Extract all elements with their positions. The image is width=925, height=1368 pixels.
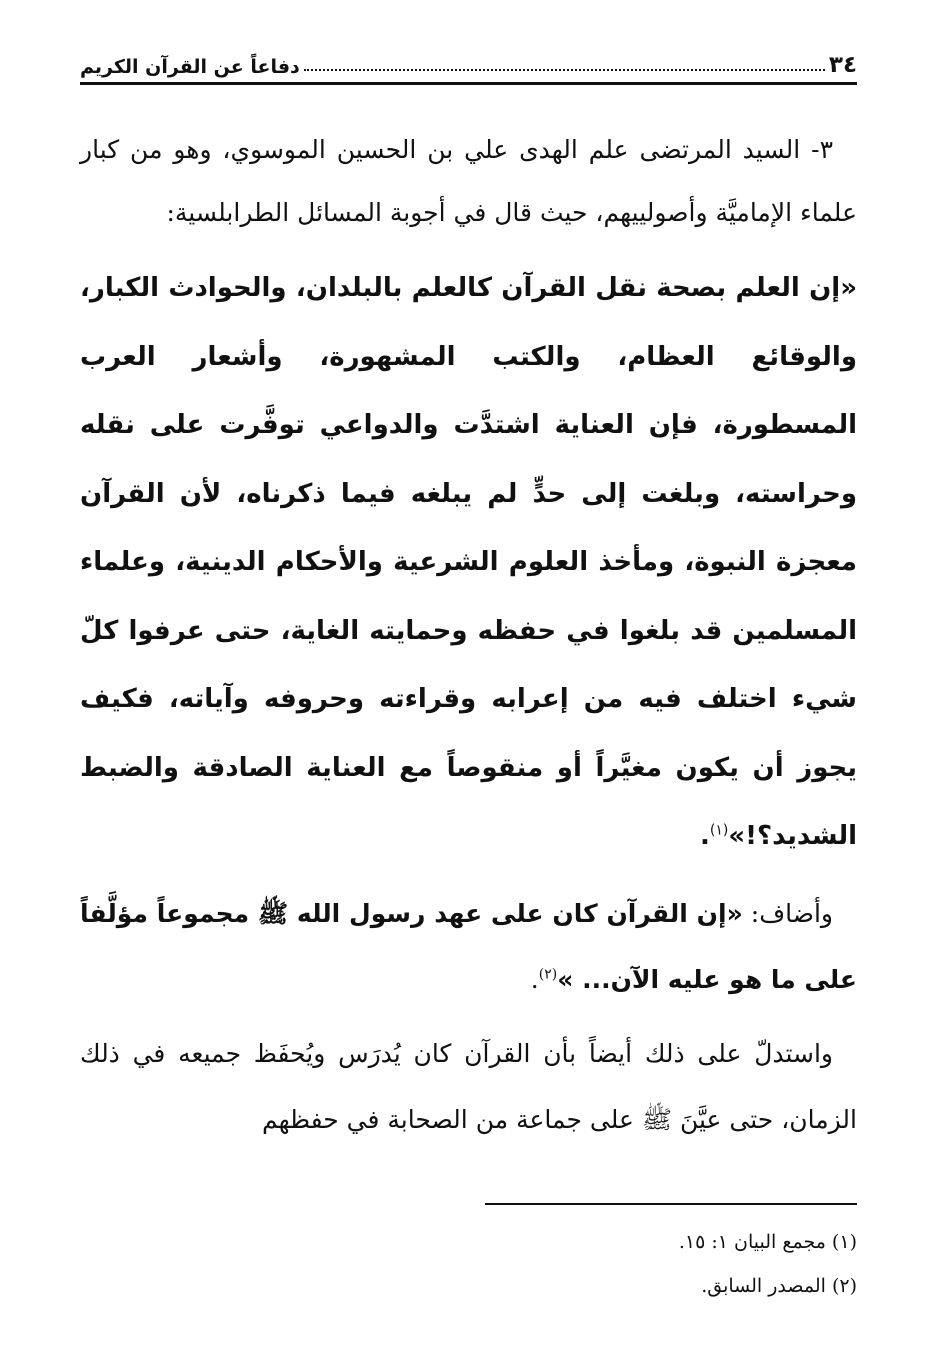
quote-end: . <box>699 821 710 851</box>
footnote-ref-1[interactable]: (١) <box>709 822 729 839</box>
running-header <box>80 44 857 85</box>
header-dot-leader <box>304 69 825 71</box>
added-paragraph <box>80 881 857 1013</box>
quote-text: «إن العلم بصحة نقل القرآن كالعلم بالبلدان، والحوادث الكبار، والوقائع العظام، والكتب المشهورة، وأشعار العرب المسطورة، فإن العناية اشتدَّت والدواعي توفَّرت على نقله وحراسته، وبلغت إلى حدٍّ لم يبلغه فيما ذكرناه، لأن القرآن معجزة النبوة، ومأخذ العلوم الشرعية والأحكام الدينية، وعلماء المسلمين قد بلغوا في حفظه وحمايته الغاية، حتى عرفوا كلّ شيء اختلف فيه من إعرابه وقراءته وحروفه وآياته، فكيف يجوز أن يكون مغيَّراً أو منقوصاً مع العناية الصادقة والضبط الشديد؟!» <box>80 273 857 851</box>
added-prefix: وأضاف: <box>742 898 833 928</box>
footnote-divider <box>485 1203 857 1205</box>
intro-paragraph: ٣- السيد المرتضى علم الهدى علي بن الحسين الموسوي، وهو من كبار علماء الإماميَّة وأصولييهم، حيث قال في أجوبة المسائل الطرابلسية: <box>80 135 857 227</box>
page-number: ٣٤ <box>828 52 857 78</box>
quote-paragraph <box>80 254 857 871</box>
deduced-paragraph: واستدلّ على ذلك أيضاً بأن القرآن كان يُدرَس ويُحفَظ جميعه في ذلك الزمان، حتى عيَّنَ ﷺ على جماعة من الصحابة في حفظهم <box>80 1038 857 1134</box>
footnote-1: (١) مجمع البيان ١: ١٥. <box>678 1231 857 1253</box>
footnote-2: (٢) المصدر السابق. <box>701 1275 857 1297</box>
main-text <box>80 118 857 1153</box>
footnotes <box>80 1220 857 1308</box>
book-title: دفاعاً عن القرآن الكريم <box>80 56 300 78</box>
footnote-ref-2[interactable]: (٢) <box>538 966 558 983</box>
added-quote: «إن القرآن كان على عهد رسول الله ﷺ مجموعاً مؤلَّفاً على ما هو عليه الآن... » <box>80 898 857 994</box>
added-end: . <box>530 964 539 994</box>
